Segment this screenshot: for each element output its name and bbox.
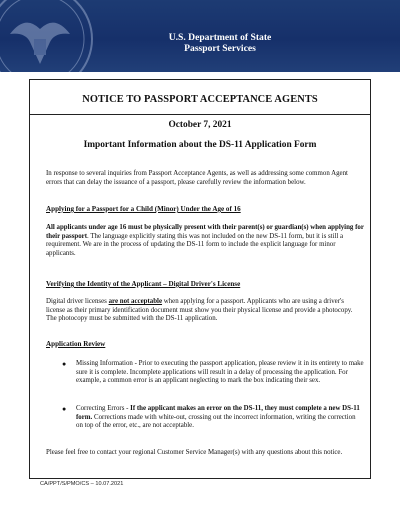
identity-section-heading: Verifying the Identity of the Applicant – Digital Driver's License [46,280,241,288]
correcting-errors-label: Correcting Errors - [76,405,131,412]
intro-paragraph: In response to several inquiries from Passport Acceptance Agents, as well as addressing some common Agent errors that can delay the issuance of a passport, please carefully review the information below. [46,170,348,186]
department-seal-icon [0,0,100,72]
identity-section-paragraph [46,298,364,324]
division-name: Passport Services [184,43,256,54]
document-code: CA/PPT/S/PMO/CS – 10.07.2021 [40,481,124,487]
notice-subtitle: Important Information about the DS-11 Application Form [83,140,317,150]
minor-requirement-detail: . The language explicitly stating this was not included on the new DS-11 form, but it is still a requirement. We are in the process of updating the DS-11 form to include the explicit language for minor applicants. [46,232,344,257]
review-section-heading: Application Review [46,340,106,348]
minor-section-heading: Applying for a Passport for a Child (Minor) Under the Age of 16 [46,205,241,213]
department-name: U.S. Department of State [168,32,272,43]
list-item [62,360,364,386]
not-acceptable-emphasis: are not acceptable [108,298,163,305]
bullet-icon: ● [62,405,67,413]
notice-title: NOTICE TO PASSPORT ACCEPTANCE AGENTS [82,94,318,105]
missing-information-text: Missing Information - Prior to executing the passport application, please review it in its entirety to make sure it is complete. Incomplete applications will result in a delay of processing the application. For example, a common error is an applicant neglecting to mark the box indicating their sex. [76,360,364,385]
correcting-errors-detail: Corrections made with white-out, crossing out the incorrect information, writing the correction on top of the error, etc., are not acceptable. [76,413,356,430]
list-item [62,405,364,431]
notice-date: October 7, 2021 [168,120,232,130]
closing-paragraph: Please feel free to contact your regional Customer Service Manager(s) with any questions about this notice. [46,449,343,456]
header-title [120,32,320,54]
title-divider [29,114,371,115]
correcting-errors-bold: If the applicant makes an error on the DS-11, they must complete a new DS-11 form. [76,405,360,421]
minor-requirement-bold: All applicants under age 16 must be physically present with their parent(s) or guardian(s) when applying for their passport [46,224,364,240]
identity-intro: Digital driver licenses [46,298,109,305]
bullet-icon: ● [62,360,67,368]
header-banner [0,0,400,72]
identity-detail: when applying for a passport. Applicants who are using a driver's license as their primary identification document must show you their physical license and provide a photocopy. The photocopy must be submitted with the DS-11 application. [46,298,353,323]
minor-section-paragraph [46,224,364,258]
